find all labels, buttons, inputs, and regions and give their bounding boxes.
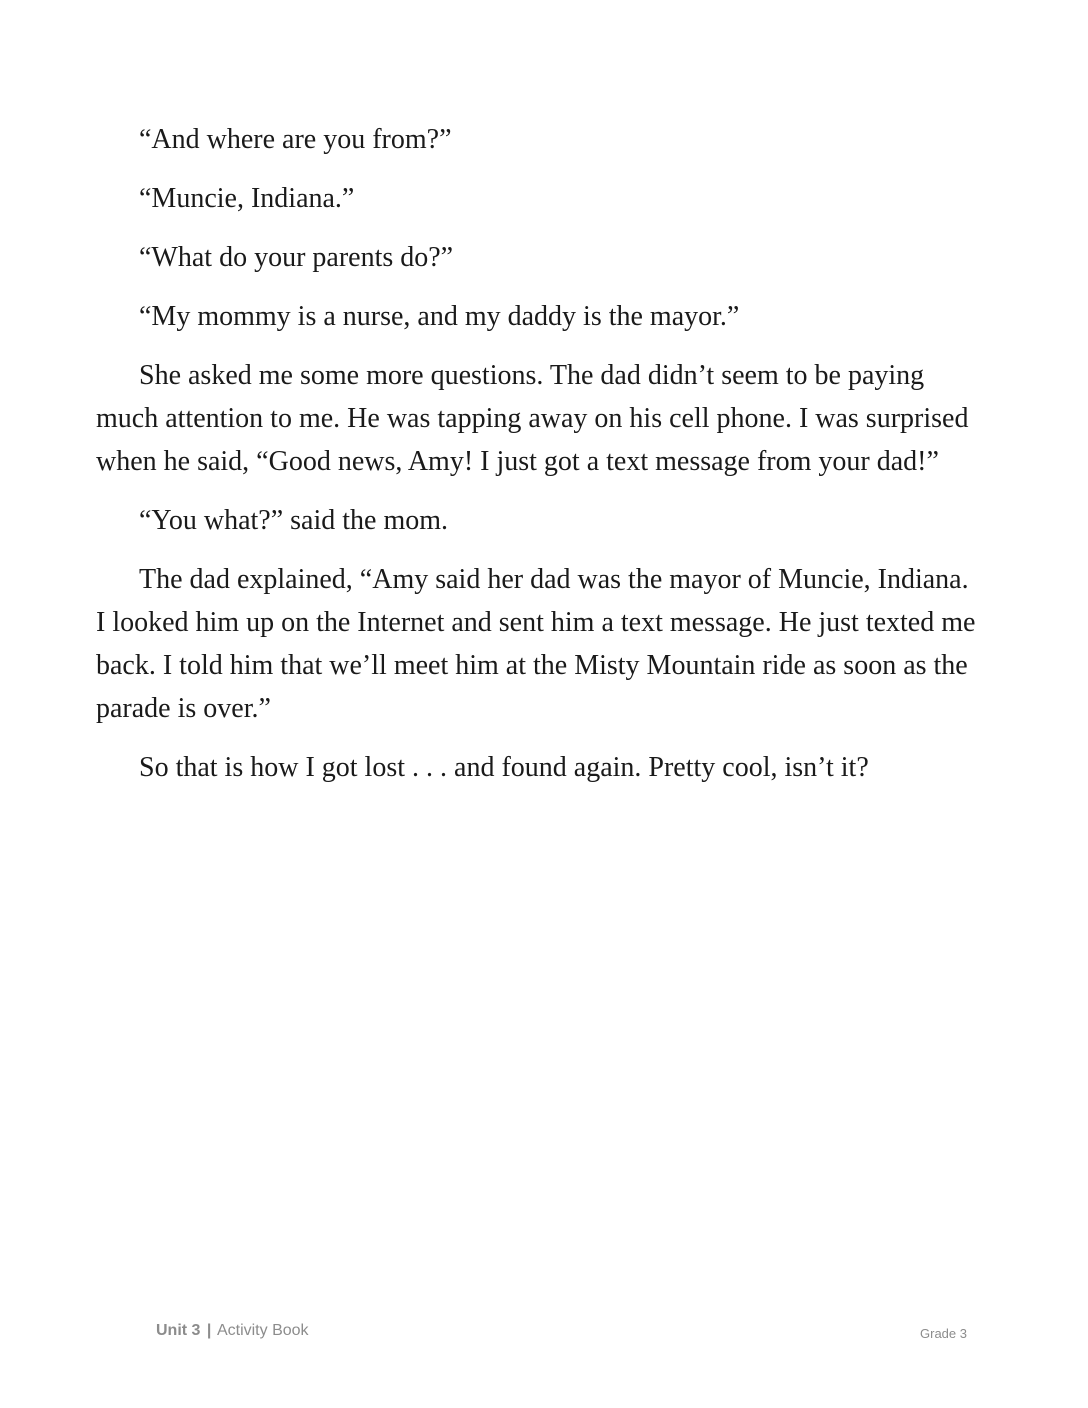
story-paragraph: She asked me some more questions. The dad didn’t seem to be paying much attention to me. He was tapping away on his cell phone. I was surprised when he said, “Good news, Amy! I just got a text message from your dad!” bbox=[96, 360, 969, 477]
story-paragraph: “And where are you from?” bbox=[139, 124, 452, 155]
footer-left bbox=[156, 1322, 309, 1340]
footer-separator: | bbox=[206, 1322, 212, 1339]
story-paragraph: “You what?” said the mom. bbox=[139, 505, 448, 536]
story-paragraph: “My mommy is a nurse, and my daddy is the mayor.” bbox=[139, 301, 740, 332]
footer-grade: Grade 3 bbox=[920, 1326, 967, 1341]
story-paragraph: “Muncie, Indiana.” bbox=[139, 183, 355, 214]
story-paragraph: “What do your parents do?” bbox=[139, 242, 454, 273]
footer-unit: Unit 3 bbox=[156, 1322, 201, 1339]
story-paragraph: The dad explained, “Amy said her dad was the mayor of Muncie, Indiana. I looked him up on the Internet and sent him a text message. He just texted me back. I told him that we’ll meet him at the Misty Mountain ride as soon as the parade is over.” bbox=[96, 564, 976, 724]
story-text bbox=[96, 118, 976, 805]
story-paragraph: So that is how I got lost . . . and found again. Pretty cool, isn’t it? bbox=[139, 752, 869, 783]
footer-book-title: Activity Book bbox=[216, 1322, 309, 1339]
